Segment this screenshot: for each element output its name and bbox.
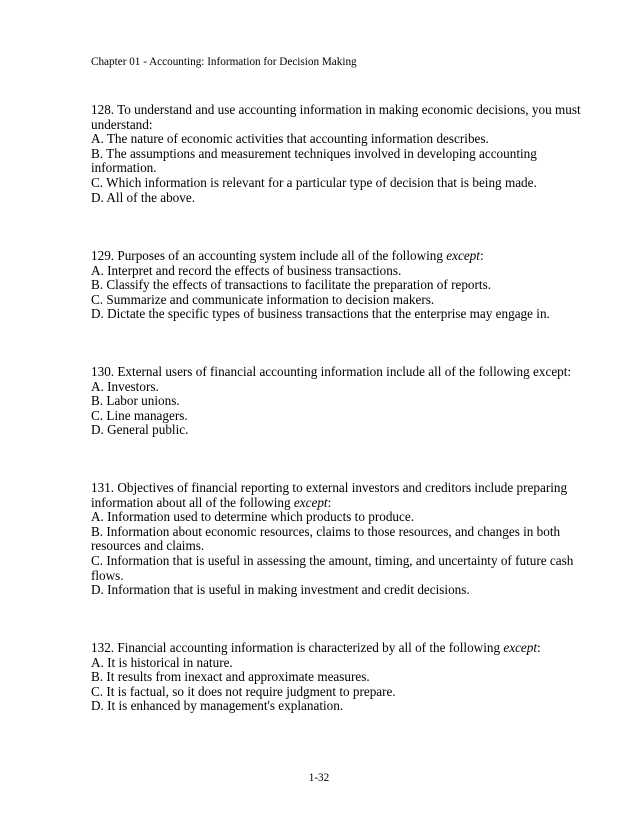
- option-a: A. The nature of economic activities that accounting information describes.: [91, 131, 489, 147]
- question-stem: 131. Objectives of financial reporting to external investors and creditors include preparing: [91, 480, 568, 495]
- option-a: A. Interpret and record the effects of business transactions.: [91, 262, 402, 278]
- page-header: Chapter 01 - Accounting: Information for Decision Making: [91, 56, 357, 68]
- option-a: A. Information used to determine which products to produce.: [91, 509, 415, 525]
- option-b-continued: resources and claims.: [91, 538, 205, 554]
- question-stem: understand:: [91, 116, 153, 132]
- stem-punctuation: :: [327, 494, 332, 510]
- stem-text: information about all of the following: [91, 494, 294, 510]
- option-d: D. It is enhanced by management's explanation.: [91, 698, 344, 714]
- option-d: D. General public.: [91, 422, 189, 438]
- option-b: B. Classify the effects of transactions to facilitate the preparation of reports.: [91, 277, 492, 293]
- option-d: D. Information that is useful in making investment and credit decisions.: [91, 582, 470, 598]
- question-stem: [91, 249, 561, 264]
- question-132: [91, 641, 561, 714]
- option-b: B. It results from inexact and approximate measures.: [91, 669, 370, 685]
- option-b: B. Labor unions.: [91, 393, 180, 409]
- stem-text: 129. Purposes of an accounting system include all of the following: [91, 248, 447, 263]
- option-b: B. The assumptions and measurement techniques involved in developing accounting: [91, 145, 537, 161]
- option-c: C. Which information is relevant for a particular type of decision that is being made.: [91, 174, 537, 190]
- option-c-continued: flows.: [91, 567, 124, 583]
- question-130: [91, 364, 572, 438]
- option-d: D. All of the above.: [91, 189, 196, 205]
- stem-text: 132. Financial accounting information is characterized by all of the following: [91, 640, 504, 655]
- option-b-continued: information.: [91, 160, 157, 176]
- question-stem: [91, 641, 561, 656]
- stem-punctuation: :: [479, 248, 484, 263]
- option-c: C. It is factual, so it does not require judgment to prepare.: [91, 683, 396, 699]
- question-128: [91, 102, 581, 205]
- page-number: 1-32: [308, 772, 330, 784]
- question-stem: 128. To understand and use accounting information in making economic decisions, you must: [91, 102, 581, 117]
- option-c: C. Line managers.: [91, 407, 188, 423]
- question-stem: 130. External users of financial accounting information include all of the following except:: [91, 364, 572, 379]
- option-a: A. Investors.: [91, 378, 159, 394]
- stem-emphasis: except: [446, 248, 480, 263]
- stem-emphasis: except: [503, 640, 538, 655]
- option-b: B. Information about economic resources, claims to those resources, and changes in both: [91, 523, 561, 539]
- stem-emphasis: except: [293, 494, 328, 510]
- question-131: [91, 480, 574, 598]
- question-129: [91, 249, 561, 322]
- question-stem-continued: [91, 496, 561, 511]
- option-c: C. Summarize and communicate information to decision makers.: [91, 291, 435, 307]
- stem-punctuation: :: [537, 640, 541, 655]
- option-a: A. It is historical in nature.: [91, 654, 233, 670]
- option-c: C. Information that is useful in assessing the amount, timing, and uncertainty of future cash: [91, 552, 574, 568]
- option-d: D. Dictate the specific types of business transactions that the enterprise may engage in.: [91, 306, 550, 322]
